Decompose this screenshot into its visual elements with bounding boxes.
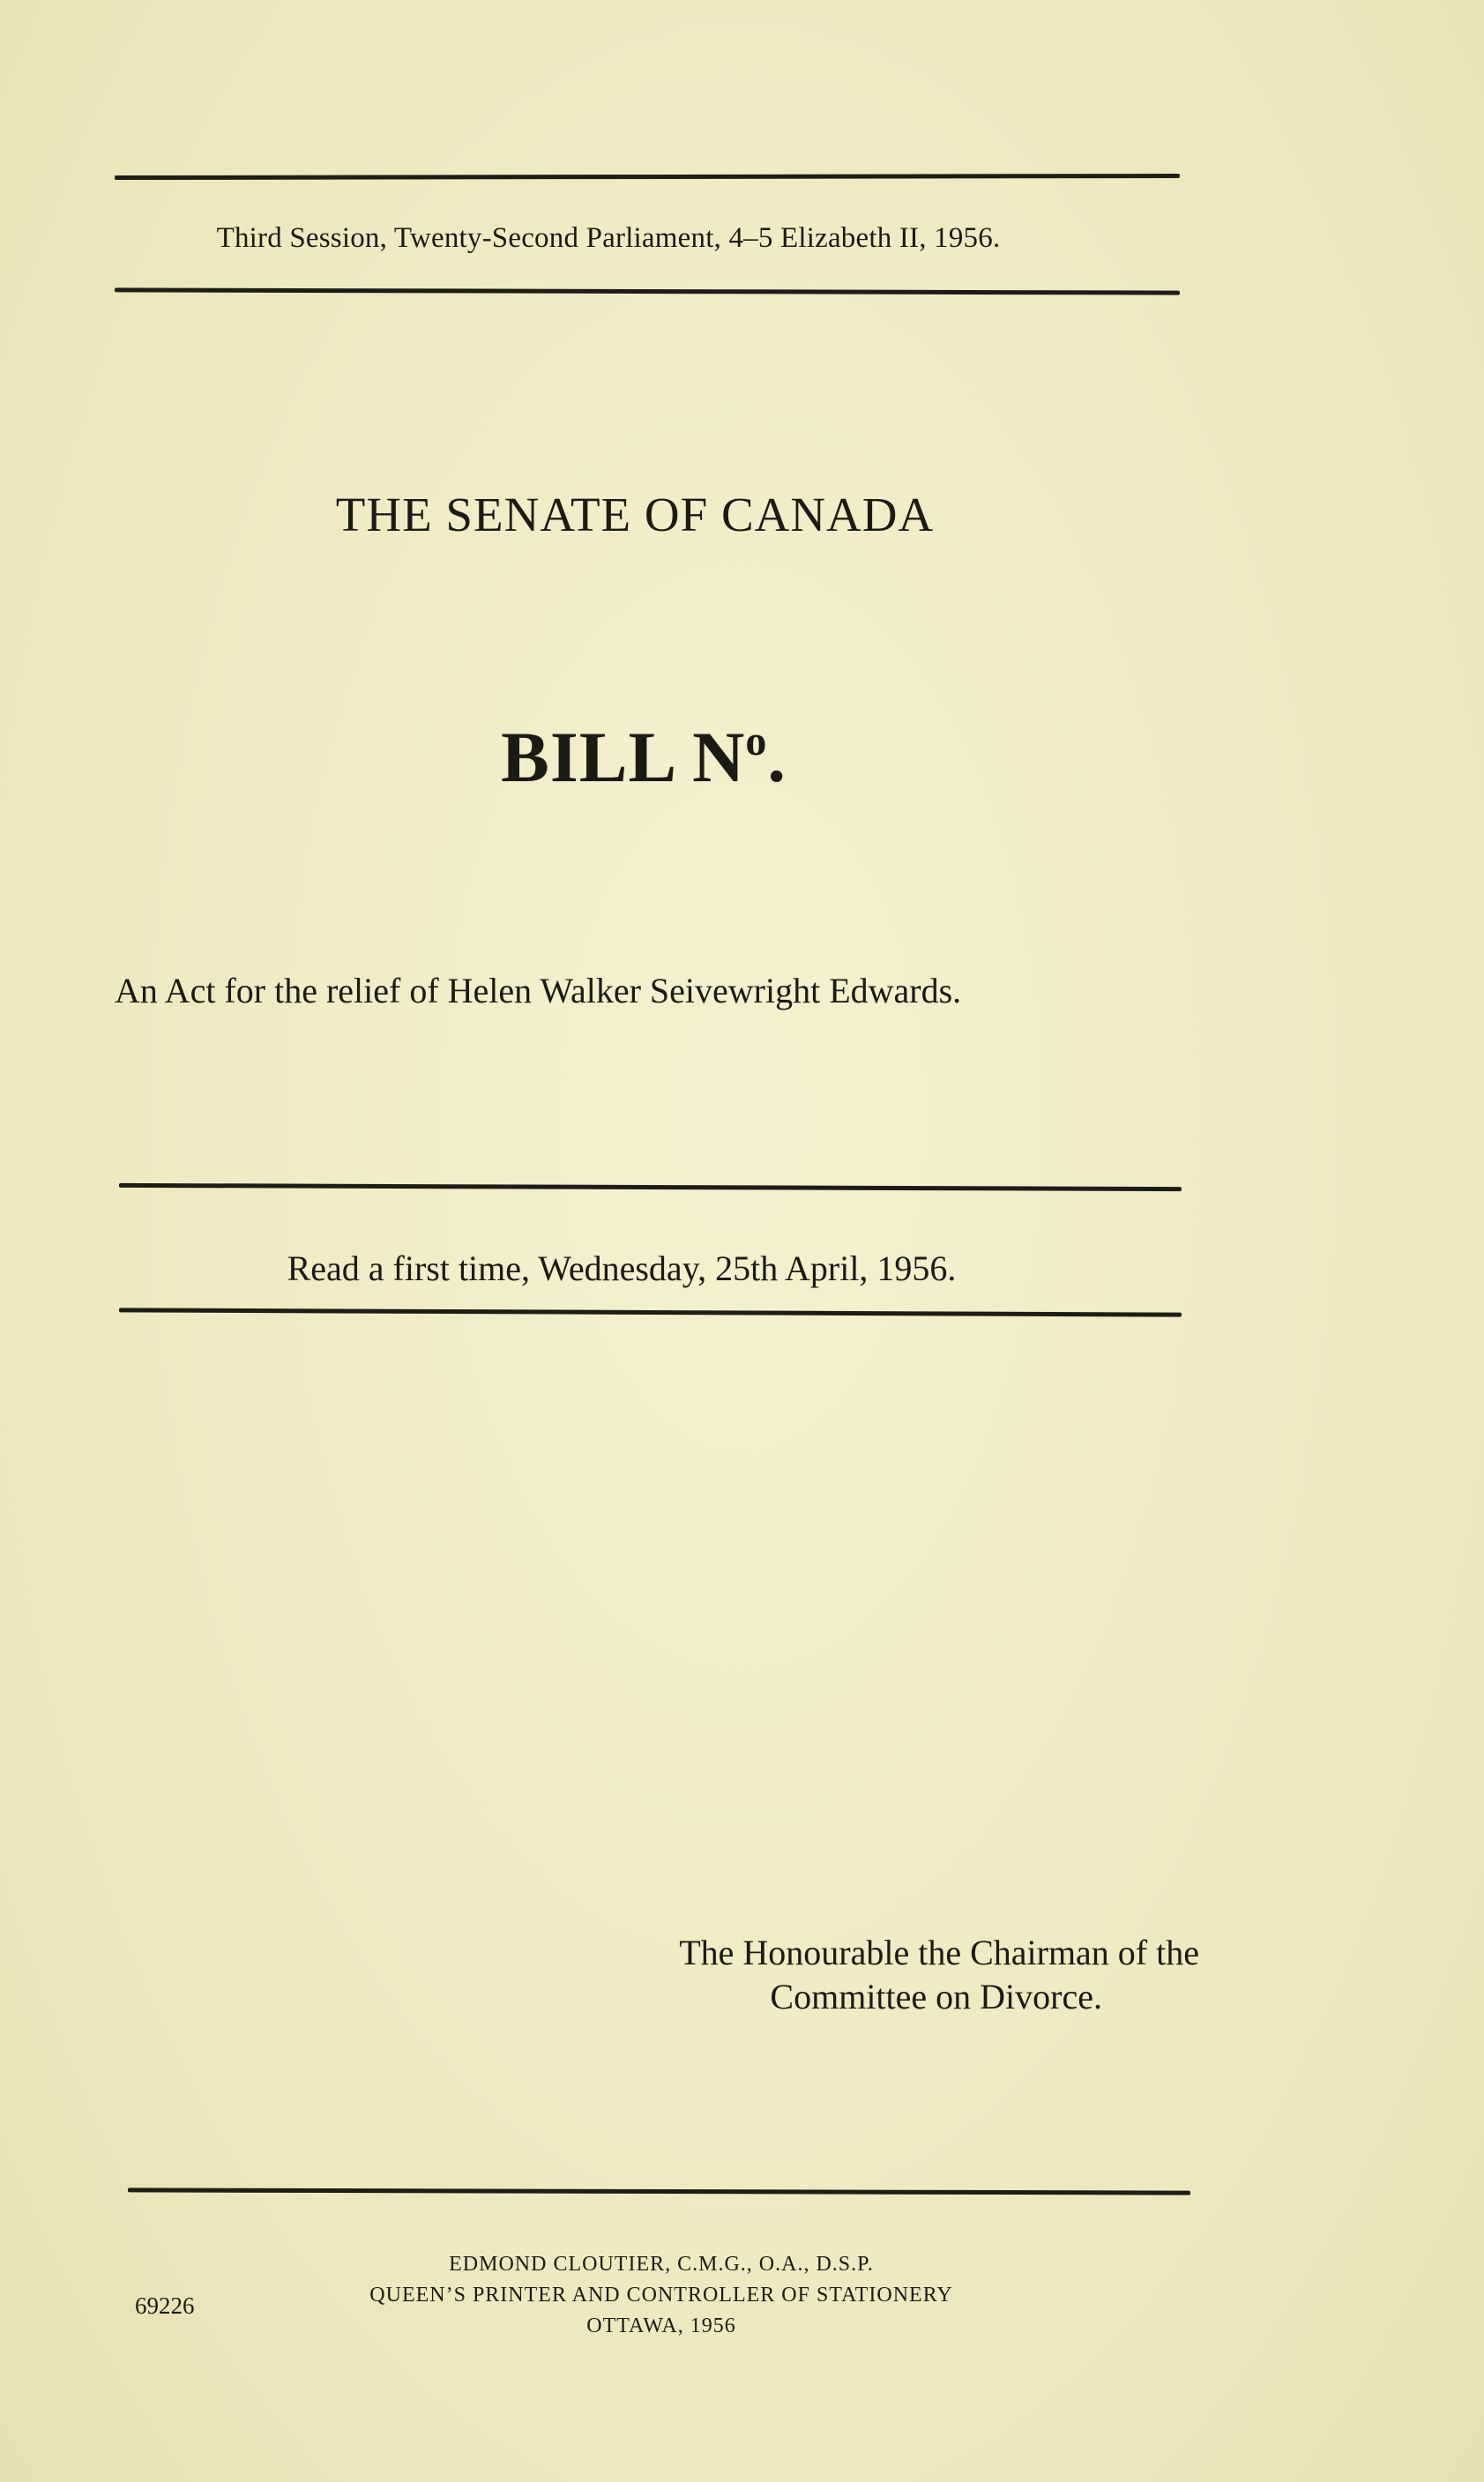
reading-top-rule — [119, 1183, 1182, 1191]
bill-heading — [159, 716, 1129, 799]
sponsor-line-1: The Honourable the Chairman of the — [679, 1933, 1199, 1972]
house-heading: THE SENATE OF CANADA — [335, 488, 935, 541]
bill-period: . — [767, 717, 787, 797]
printer-title: QUEEN’S PRINTER AND CONTROLLER OF STATIONERY — [369, 2284, 953, 2307]
footer-rule — [128, 2188, 1190, 2195]
sponsor-block — [494, 1931, 1199, 2019]
session-line: Third Session, Twenty-Second Parliament, 4–5 Elizabeth II, 1956. — [216, 222, 1001, 254]
printer-name: EDMOND CLOUTIER, C.M.G., O.A., D.S.P. — [449, 2253, 874, 2276]
print-code: 69226 — [135, 2292, 195, 2319]
printer-place: OTTAWA, 1956 — [586, 2314, 736, 2337]
reading-line: Read a first time, Wednesday, 25th April, 1956. — [287, 1248, 957, 1288]
session-bottom-rule — [115, 287, 1180, 294]
sponsor-line-2: Committee on Divorce. — [770, 1977, 1102, 2016]
reading-bottom-rule — [119, 1308, 1182, 1316]
act-title: An Act for the relief of Helen Walker Seivewright Edwards. — [115, 971, 962, 1010]
bill-superscript: o — [745, 718, 768, 764]
bill-label: BILL N — [501, 717, 746, 797]
top-rule — [115, 174, 1180, 180]
